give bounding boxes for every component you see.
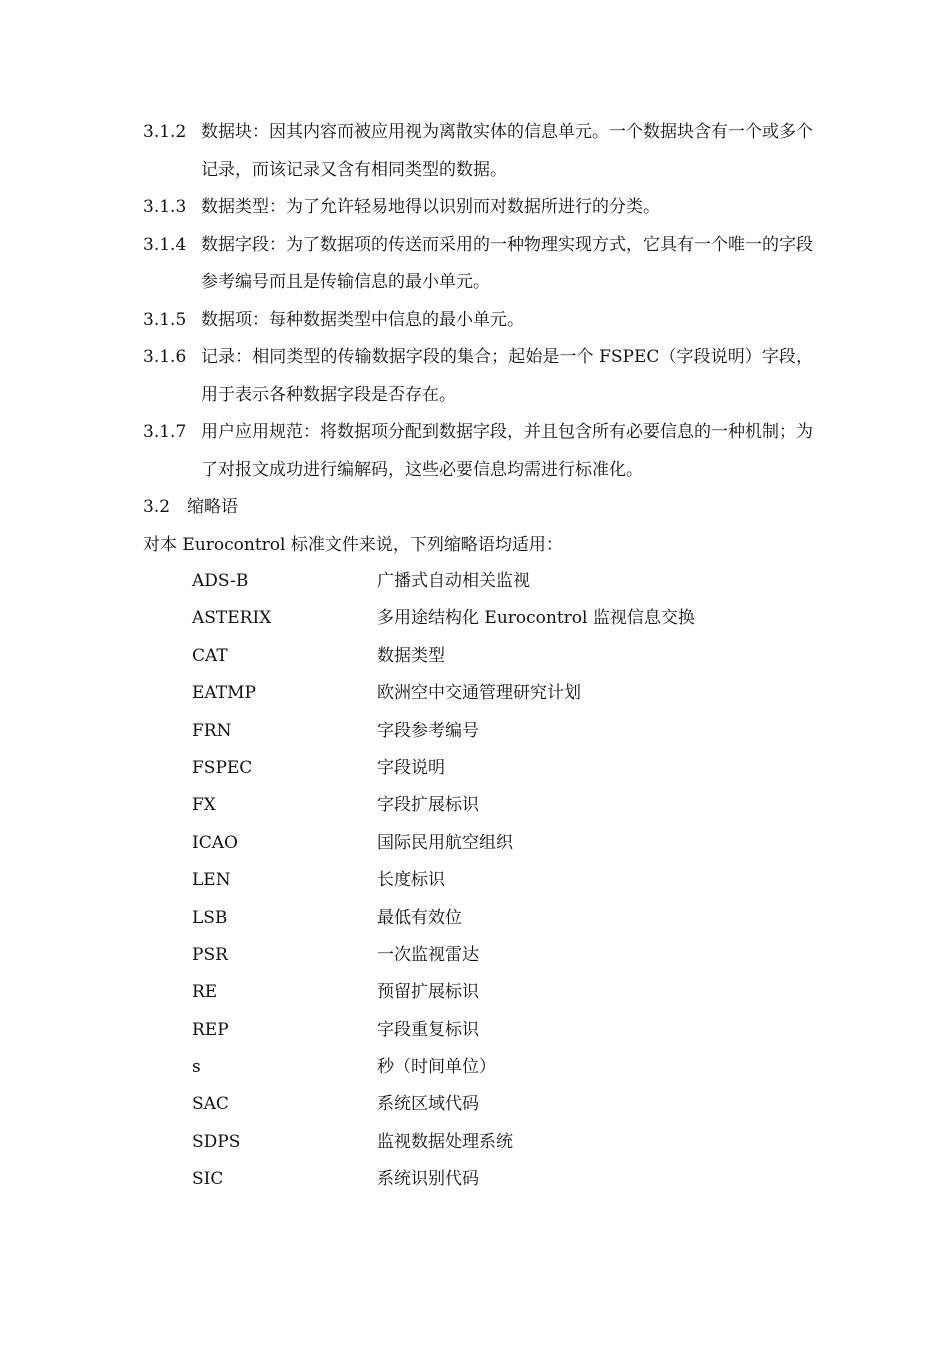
abbreviation-meaning: 数据类型 [377,645,445,666]
abbreviation-meaning: 最低有效位 [377,907,462,928]
abbreviation-meaning: 多用途结构化 Eurocontrol 监视信息交换 [377,608,695,629]
abbreviation-meaning: 长度标识 [377,870,445,891]
definition-text: 记录：相同类型的传输数据字段的集合；起始是一个 FSPEC（字段说明）字段，用于表示各种数据字段是否存在。 [201,347,813,405]
abbreviation-row [192,638,792,675]
abbreviation-meaning: 系统识别代码 [377,1169,479,1190]
abbreviation-term: FX [192,795,216,816]
abbreviation-row [192,563,792,600]
abbreviation-meaning: 秒（时间单位） [377,1057,496,1078]
section-number: 3.2 [143,497,171,517]
abbreviation-term: REP [192,1019,229,1040]
abbreviation-term: FRN [192,720,232,741]
abbreviation-meaning: 国际民用航空组织 [377,832,513,853]
definition-item [143,302,813,340]
abbreviation-term: PSR [192,944,228,965]
abbreviation-row [192,1086,792,1123]
definitions-section [143,114,813,564]
abbreviation-row [192,713,792,750]
abbreviation-row [192,787,792,824]
intro-paragraph: 对本 Eurocontrol 标准文件来说，下列缩略语均适用： [143,534,563,555]
section-heading [143,489,813,527]
abbreviation-term: LSB [192,907,228,928]
abbreviation-meaning: 字段说明 [377,757,445,778]
abbreviation-term: LEN [192,870,231,891]
abbreviation-meaning: 监视数据处理系统 [377,1131,513,1152]
abbreviation-row [192,974,792,1011]
abbreviation-term: ICAO [192,832,238,853]
abbreviation-row [192,675,792,712]
abbreviation-meaning: 字段扩展标识 [377,795,479,816]
definition-text: 数据类型：为了允许轻易地得以识别而对数据所进行的分类。 [201,197,660,217]
abbreviation-term: SIC [192,1169,224,1190]
abbreviation-term: CAT [192,645,228,666]
abbreviation-row [192,750,792,787]
abbreviation-meaning: 一次监视雷达 [377,944,479,965]
abbreviation-term: s [192,1057,201,1078]
definition-item [143,189,813,227]
definition-text: 数据项：每种数据类型中信息的最小单元。 [201,309,524,330]
abbreviation-row [192,1012,792,1049]
abbreviation-row [192,600,792,637]
abbreviation-term: EATMP [192,683,256,704]
abbreviation-row [192,937,792,974]
abbreviation-row [192,825,792,862]
definition-number: 3.1.4 [143,234,187,255]
abbreviation-term: SAC [192,1094,229,1115]
abbreviation-meaning: 欧洲空中交通管理研究计划 [377,683,581,704]
abbreviation-meaning: 系统区域代码 [377,1094,479,1115]
abbreviation-list [192,563,792,1199]
definition-item [143,339,813,414]
abbreviation-row [192,900,792,937]
definition-item [143,227,813,302]
definition-text: 用户应用规范：将数据项分配到数据字段，并且包含所有必要信息的一种机制；为了对报文成功进行编解码，这些必要信息均需进行标准化。 [201,422,813,480]
abbreviation-term: ASTERIX [192,608,272,629]
definition-text: 数据块：因其内容而被应用视为离散实体的信息单元。一个数据块含有一个或多个记录，而该记录又含有相同类型的数据。 [201,122,813,180]
definition-number: 3.1.5 [143,309,187,330]
abbreviation-row [192,1049,792,1086]
definition-number: 3.1.6 [143,347,187,367]
abbreviation-term: SDPS [192,1131,241,1152]
abbreviation-meaning: 广播式自动相关监视 [377,571,530,591]
definition-item [143,114,813,189]
definition-number: 3.1.2 [143,122,187,142]
definition-number: 3.1.3 [143,197,187,217]
abbreviation-row [192,1124,792,1161]
abbreviation-meaning: 预留扩展标识 [377,982,479,1003]
definition-text: 数据字段：为了数据项的传送而采用的一种物理实现方式，它具有一个唯一的字段参考编号而且是传输信息的最小单元。 [201,234,813,292]
definition-item [143,414,813,489]
abbreviation-meaning: 字段重复标识 [377,1019,479,1040]
abbreviation-term: ADS-B [192,571,249,591]
abbreviation-row [192,862,792,899]
definition-number: 3.1.7 [143,422,187,442]
abbreviation-term: RE [192,982,218,1003]
abbreviation-meaning: 字段参考编号 [377,720,479,741]
abbreviation-term: FSPEC [192,757,253,778]
abbreviation-row [192,1161,792,1198]
section-title: 缩略语 [187,497,238,517]
